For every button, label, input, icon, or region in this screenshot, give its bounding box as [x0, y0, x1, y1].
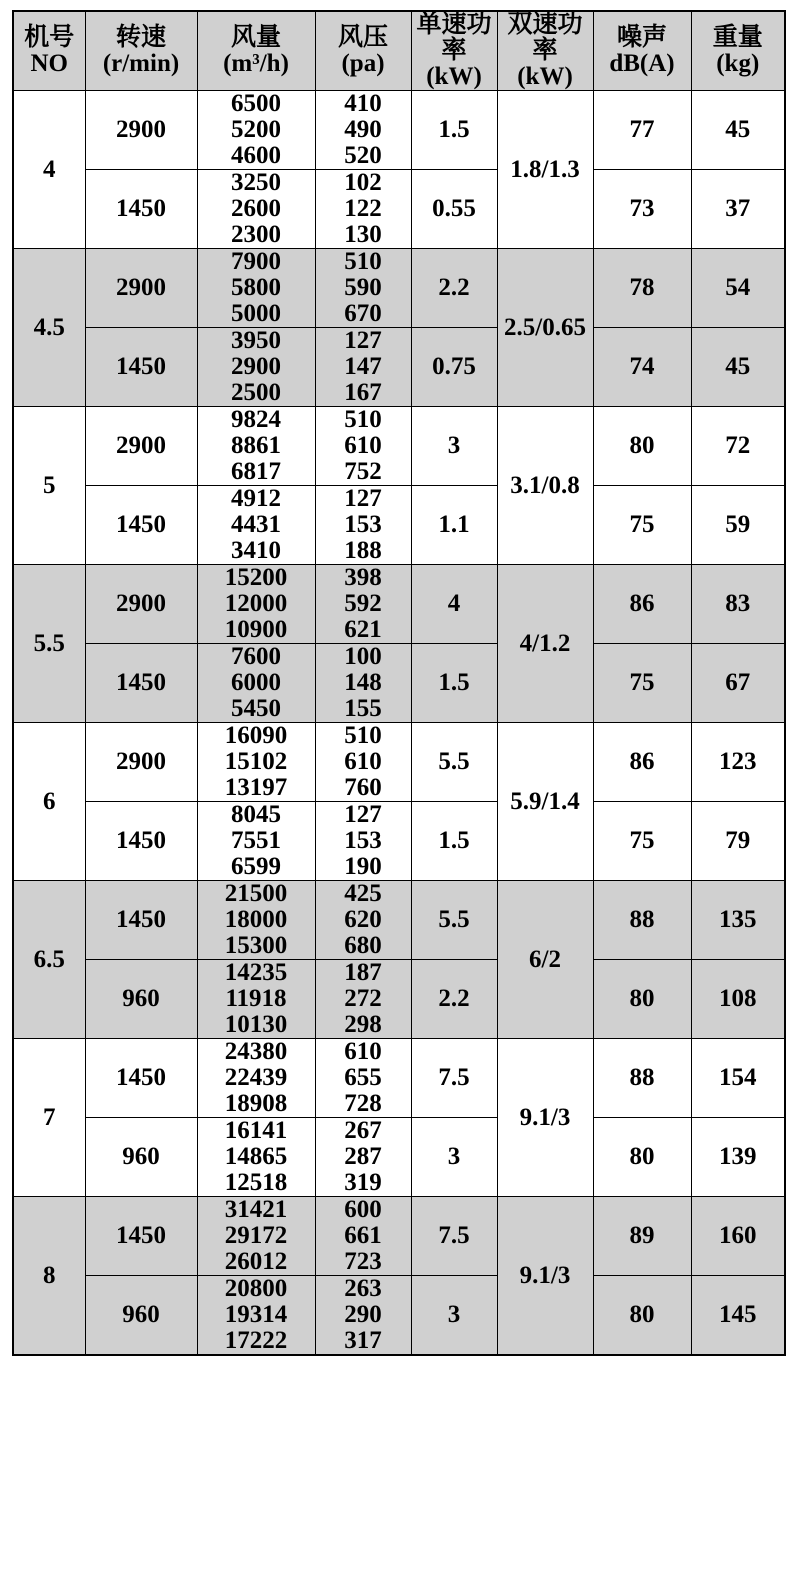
air-volume-value: 11918: [225, 985, 287, 1012]
air-pressure-value: 287: [344, 1143, 382, 1170]
weight-cell: 79: [691, 802, 785, 881]
rotation-speed-cell: 960: [85, 1118, 197, 1197]
air-volume-cell: [197, 249, 315, 328]
air-volume-value: 20800: [224, 1275, 288, 1302]
noise-cell: 89: [593, 1197, 691, 1276]
weight-cell: 45: [691, 91, 785, 170]
column-header-label: 风压: [337, 24, 388, 51]
noise-cell: 80: [593, 1118, 691, 1197]
single-speed-power-cell: 1.5: [411, 802, 497, 881]
rotation-speed-cell: 1450: [85, 881, 197, 960]
air-volume-value: 7900: [231, 248, 281, 275]
air-volume-value: 7600: [231, 643, 281, 670]
air-pressure-value: 127: [344, 801, 382, 828]
air-pressure-value: 188: [344, 537, 382, 564]
air-pressure-value: 728: [344, 1090, 382, 1117]
air-pressure-cell: [315, 249, 411, 328]
air-pressure-value: 510: [344, 722, 382, 749]
noise-cell: 86: [593, 565, 691, 644]
air-pressure-cell: [315, 486, 411, 565]
air-volume-cell: [197, 328, 315, 407]
air-volume-cell: [197, 170, 315, 249]
air-volume-value: 2500: [231, 379, 281, 406]
weight-cell: 160: [691, 1197, 785, 1276]
table-header-row: [13, 11, 785, 91]
column-header-unit: (r/min): [102, 50, 180, 77]
model-number-cell: 4.5: [13, 249, 85, 407]
air-volume-value: 5450: [231, 695, 281, 722]
air-volume-value: 31421: [224, 1196, 288, 1223]
air-volume-value: 9824: [231, 406, 281, 433]
air-pressure-value: 752: [344, 458, 382, 485]
air-pressure-cell: [315, 91, 411, 170]
air-volume-value: 14235: [224, 959, 288, 986]
table-row: [13, 960, 785, 1039]
single-speed-power-cell: 3: [411, 1276, 497, 1356]
air-volume-value: 5200: [231, 116, 281, 143]
air-volume-value: 6500: [231, 90, 281, 117]
air-volume-value: 12000: [224, 590, 288, 617]
air-volume-value: 26012: [224, 1248, 288, 1275]
air-volume-cell: [197, 960, 315, 1039]
rotation-speed-cell: 1450: [85, 170, 197, 249]
air-pressure-value: 510: [344, 406, 382, 433]
air-volume-value: 3950: [231, 327, 281, 354]
air-pressure-value: 723: [344, 1248, 382, 1275]
air-volume-cell: [197, 1276, 315, 1356]
table-row: [13, 565, 785, 644]
dual-speed-power-cell: 4/1.2: [497, 565, 593, 723]
rotation-speed-cell: 1450: [85, 1197, 197, 1276]
single-speed-power-cell: 5.5: [411, 723, 497, 802]
column-header-5: [497, 11, 593, 91]
air-pressure-value: 190: [344, 853, 382, 880]
rotation-speed-cell: 960: [85, 960, 197, 1039]
table-row: [13, 91, 785, 170]
air-pressure-value: 122: [344, 195, 382, 222]
column-header-4: [411, 11, 497, 91]
air-volume-value: 15200: [224, 564, 288, 591]
column-header-unit: dB(A): [609, 50, 675, 77]
air-pressure-value: 680: [344, 932, 382, 959]
air-pressure-cell: [315, 723, 411, 802]
air-volume-value: 3250: [231, 169, 281, 196]
noise-cell: 88: [593, 1039, 691, 1118]
air-pressure-value: 148: [344, 669, 382, 696]
fan-specification-table: [12, 10, 786, 1356]
weight-cell: 123: [691, 723, 785, 802]
column-header-0: [13, 11, 85, 91]
column-header-label: 双速功率: [507, 11, 583, 64]
single-speed-power-cell: 2.2: [411, 249, 497, 328]
table-row: [13, 486, 785, 565]
table-row: [13, 249, 785, 328]
air-volume-value: 2900: [231, 353, 281, 380]
air-pressure-cell: [315, 565, 411, 644]
air-pressure-cell: [315, 644, 411, 723]
column-header-unit: (kW): [517, 63, 573, 90]
air-pressure-value: 147: [344, 353, 382, 380]
table-row: [13, 1276, 785, 1356]
air-pressure-value: 290: [344, 1301, 382, 1328]
air-pressure-value: 319: [344, 1169, 382, 1196]
air-volume-value: 16090: [224, 722, 288, 749]
weight-cell: 83: [691, 565, 785, 644]
air-pressure-value: 263: [344, 1275, 382, 1302]
weight-cell: 135: [691, 881, 785, 960]
noise-cell: 73: [593, 170, 691, 249]
column-header-label: 风量: [230, 24, 281, 51]
single-speed-power-cell: 7.5: [411, 1039, 497, 1118]
air-pressure-value: 760: [344, 774, 382, 801]
column-header-3: [315, 11, 411, 91]
rotation-speed-cell: 1450: [85, 1039, 197, 1118]
air-volume-value: 2300: [231, 221, 281, 248]
column-header-unit: (kW): [426, 63, 482, 90]
air-volume-value: 18908: [224, 1090, 288, 1117]
air-volume-value: 4912: [231, 485, 281, 512]
air-pressure-cell: [315, 1276, 411, 1356]
dual-speed-power-cell: 5.9/1.4: [497, 723, 593, 881]
noise-cell: 80: [593, 407, 691, 486]
air-volume-value: 16141: [224, 1117, 288, 1144]
air-pressure-value: 398: [344, 564, 382, 591]
rotation-speed-cell: 960: [85, 1276, 197, 1356]
single-speed-power-cell: 3: [411, 407, 497, 486]
rotation-speed-cell: 1450: [85, 328, 197, 407]
noise-cell: 86: [593, 723, 691, 802]
air-pressure-value: 272: [344, 985, 382, 1012]
air-volume-value: 15102: [224, 748, 288, 775]
weight-cell: 59: [691, 486, 785, 565]
air-pressure-value: 153: [344, 827, 382, 854]
air-volume-value: 3410: [231, 537, 281, 564]
air-volume-value: 21500: [224, 880, 288, 907]
air-volume-value: 24380: [224, 1038, 288, 1065]
table-row: [13, 881, 785, 960]
single-speed-power-cell: 0.75: [411, 328, 497, 407]
single-speed-power-cell: 0.55: [411, 170, 497, 249]
noise-cell: 80: [593, 960, 691, 1039]
air-volume-cell: [197, 1039, 315, 1118]
table-row: [13, 1118, 785, 1197]
table-row: [13, 328, 785, 407]
air-volume-cell: [197, 644, 315, 723]
column-header-2: [197, 11, 315, 91]
air-volume-value: 22439: [224, 1064, 288, 1091]
air-pressure-value: 267: [344, 1117, 382, 1144]
model-number-cell: 8: [13, 1197, 85, 1356]
air-volume-cell: [197, 1118, 315, 1197]
column-header-unit: NO: [30, 50, 68, 77]
model-number-cell: 6.5: [13, 881, 85, 1039]
air-pressure-value: 490: [344, 116, 382, 143]
air-volume-cell: [197, 486, 315, 565]
dual-speed-power-cell: 1.8/1.3: [497, 91, 593, 249]
air-pressure-value: 661: [344, 1222, 382, 1249]
weight-cell: 139: [691, 1118, 785, 1197]
noise-cell: 78: [593, 249, 691, 328]
single-speed-power-cell: 3: [411, 1118, 497, 1197]
air-pressure-cell: [315, 170, 411, 249]
table-body: [13, 91, 785, 1356]
weight-cell: 37: [691, 170, 785, 249]
air-volume-value: 15300: [224, 932, 288, 959]
rotation-speed-cell: 2900: [85, 249, 197, 328]
air-pressure-cell: [315, 1197, 411, 1276]
rotation-speed-cell: 1450: [85, 644, 197, 723]
noise-cell: 74: [593, 328, 691, 407]
air-pressure-value: 127: [344, 327, 382, 354]
table-row: [13, 802, 785, 881]
weight-cell: 45: [691, 328, 785, 407]
air-volume-value: 14865: [224, 1143, 288, 1170]
column-header-label: 转速: [115, 24, 166, 51]
rotation-speed-cell: 1450: [85, 802, 197, 881]
weight-cell: 72: [691, 407, 785, 486]
air-pressure-value: 410: [344, 90, 382, 117]
model-number-cell: 7: [13, 1039, 85, 1197]
noise-cell: 77: [593, 91, 691, 170]
air-pressure-value: 520: [344, 142, 382, 169]
air-pressure-value: 127: [344, 485, 382, 512]
air-volume-cell: [197, 407, 315, 486]
rotation-speed-cell: 1450: [85, 486, 197, 565]
rotation-speed-cell: 2900: [85, 407, 197, 486]
air-volume-value: 8861: [231, 432, 281, 459]
air-volume-cell: [197, 565, 315, 644]
air-volume-value: 7551: [231, 827, 281, 854]
air-volume-value: 5800: [231, 274, 281, 301]
air-pressure-value: 130: [344, 221, 382, 248]
column-header-unit: (pa): [341, 50, 385, 77]
air-volume-cell: [197, 91, 315, 170]
column-header-label: 机号: [24, 24, 75, 51]
single-speed-power-cell: 4: [411, 565, 497, 644]
air-volume-value: 6599: [231, 853, 281, 880]
single-speed-power-cell: 1.5: [411, 91, 497, 170]
air-pressure-value: 610: [344, 432, 382, 459]
air-pressure-cell: [315, 881, 411, 960]
table-row: [13, 1039, 785, 1118]
air-pressure-cell: [315, 1118, 411, 1197]
air-volume-cell: [197, 723, 315, 802]
table-row: [13, 407, 785, 486]
column-header-7: [691, 11, 785, 91]
air-volume-value: 6817: [231, 458, 281, 485]
air-pressure-cell: [315, 328, 411, 407]
single-speed-power-cell: 1.1: [411, 486, 497, 565]
noise-cell: 80: [593, 1276, 691, 1356]
table-row: [13, 723, 785, 802]
air-pressure-value: 655: [344, 1064, 382, 1091]
air-pressure-cell: [315, 802, 411, 881]
air-volume-cell: [197, 802, 315, 881]
air-volume-value: 19314: [224, 1301, 288, 1328]
rotation-speed-cell: 2900: [85, 723, 197, 802]
air-volume-value: 17222: [224, 1327, 288, 1354]
air-volume-value: 13197: [224, 774, 288, 801]
column-header-6: [593, 11, 691, 91]
air-pressure-value: 620: [344, 906, 382, 933]
column-header-label: 重量: [712, 24, 763, 51]
air-volume-cell: [197, 1197, 315, 1276]
air-volume-value: 10900: [224, 616, 288, 643]
air-pressure-value: 670: [344, 300, 382, 327]
rotation-speed-cell: 2900: [85, 91, 197, 170]
air-volume-value: 8045: [231, 801, 281, 828]
air-pressure-value: 592: [344, 590, 382, 617]
weight-cell: 108: [691, 960, 785, 1039]
air-volume-value: 4431: [231, 511, 281, 538]
column-header-1: [85, 11, 197, 91]
air-volume-cell: [197, 881, 315, 960]
single-speed-power-cell: 2.2: [411, 960, 497, 1039]
dual-speed-power-cell: 2.5/0.65: [497, 249, 593, 407]
air-pressure-value: 102: [344, 169, 382, 196]
dual-speed-power-cell: 9.1/3: [497, 1039, 593, 1197]
rotation-speed-cell: 2900: [85, 565, 197, 644]
table-row: [13, 644, 785, 723]
weight-cell: 145: [691, 1276, 785, 1356]
air-volume-value: 6000: [231, 669, 281, 696]
column-header-label: 单速功率: [416, 11, 492, 64]
air-pressure-value: 187: [344, 959, 382, 986]
model-number-cell: 5: [13, 407, 85, 565]
air-pressure-value: 425: [344, 880, 382, 907]
air-pressure-value: 610: [344, 748, 382, 775]
single-speed-power-cell: 7.5: [411, 1197, 497, 1276]
table-row: [13, 1197, 785, 1276]
noise-cell: 75: [593, 644, 691, 723]
single-speed-power-cell: 5.5: [411, 881, 497, 960]
dual-speed-power-cell: 3.1/0.8: [497, 407, 593, 565]
weight-cell: 154: [691, 1039, 785, 1118]
air-pressure-value: 155: [344, 695, 382, 722]
noise-cell: 75: [593, 802, 691, 881]
air-volume-value: 10130: [224, 1011, 288, 1038]
dual-speed-power-cell: 9.1/3: [497, 1197, 593, 1356]
air-volume-value: 4600: [231, 142, 281, 169]
air-pressure-value: 610: [344, 1038, 382, 1065]
weight-cell: 54: [691, 249, 785, 328]
air-pressure-value: 167: [344, 379, 382, 406]
air-pressure-value: 510: [344, 248, 382, 275]
weight-cell: 67: [691, 644, 785, 723]
air-pressure-value: 153: [344, 511, 382, 538]
air-pressure-value: 317: [344, 1327, 382, 1354]
column-header-unit: (m³/h): [223, 50, 289, 77]
column-header-unit: (kg): [716, 50, 760, 77]
air-volume-value: 2600: [231, 195, 281, 222]
air-pressure-value: 590: [344, 274, 382, 301]
air-volume-value: 5000: [231, 300, 281, 327]
column-header-label: 噪声: [616, 24, 667, 51]
noise-cell: 88: [593, 881, 691, 960]
air-pressure-cell: [315, 1039, 411, 1118]
air-pressure-value: 298: [344, 1011, 382, 1038]
air-volume-value: 29172: [224, 1222, 288, 1249]
noise-cell: 75: [593, 486, 691, 565]
model-number-cell: 5.5: [13, 565, 85, 723]
air-pressure-value: 600: [344, 1196, 382, 1223]
air-pressure-cell: [315, 407, 411, 486]
model-number-cell: 6: [13, 723, 85, 881]
dual-speed-power-cell: 6/2: [497, 881, 593, 1039]
table-row: [13, 170, 785, 249]
air-pressure-value: 621: [344, 616, 382, 643]
model-number-cell: 4: [13, 91, 85, 249]
air-pressure-value: 100: [344, 643, 382, 670]
single-speed-power-cell: 1.5: [411, 644, 497, 723]
air-volume-value: 18000: [224, 906, 288, 933]
air-pressure-cell: [315, 960, 411, 1039]
air-volume-value: 12518: [224, 1169, 288, 1196]
